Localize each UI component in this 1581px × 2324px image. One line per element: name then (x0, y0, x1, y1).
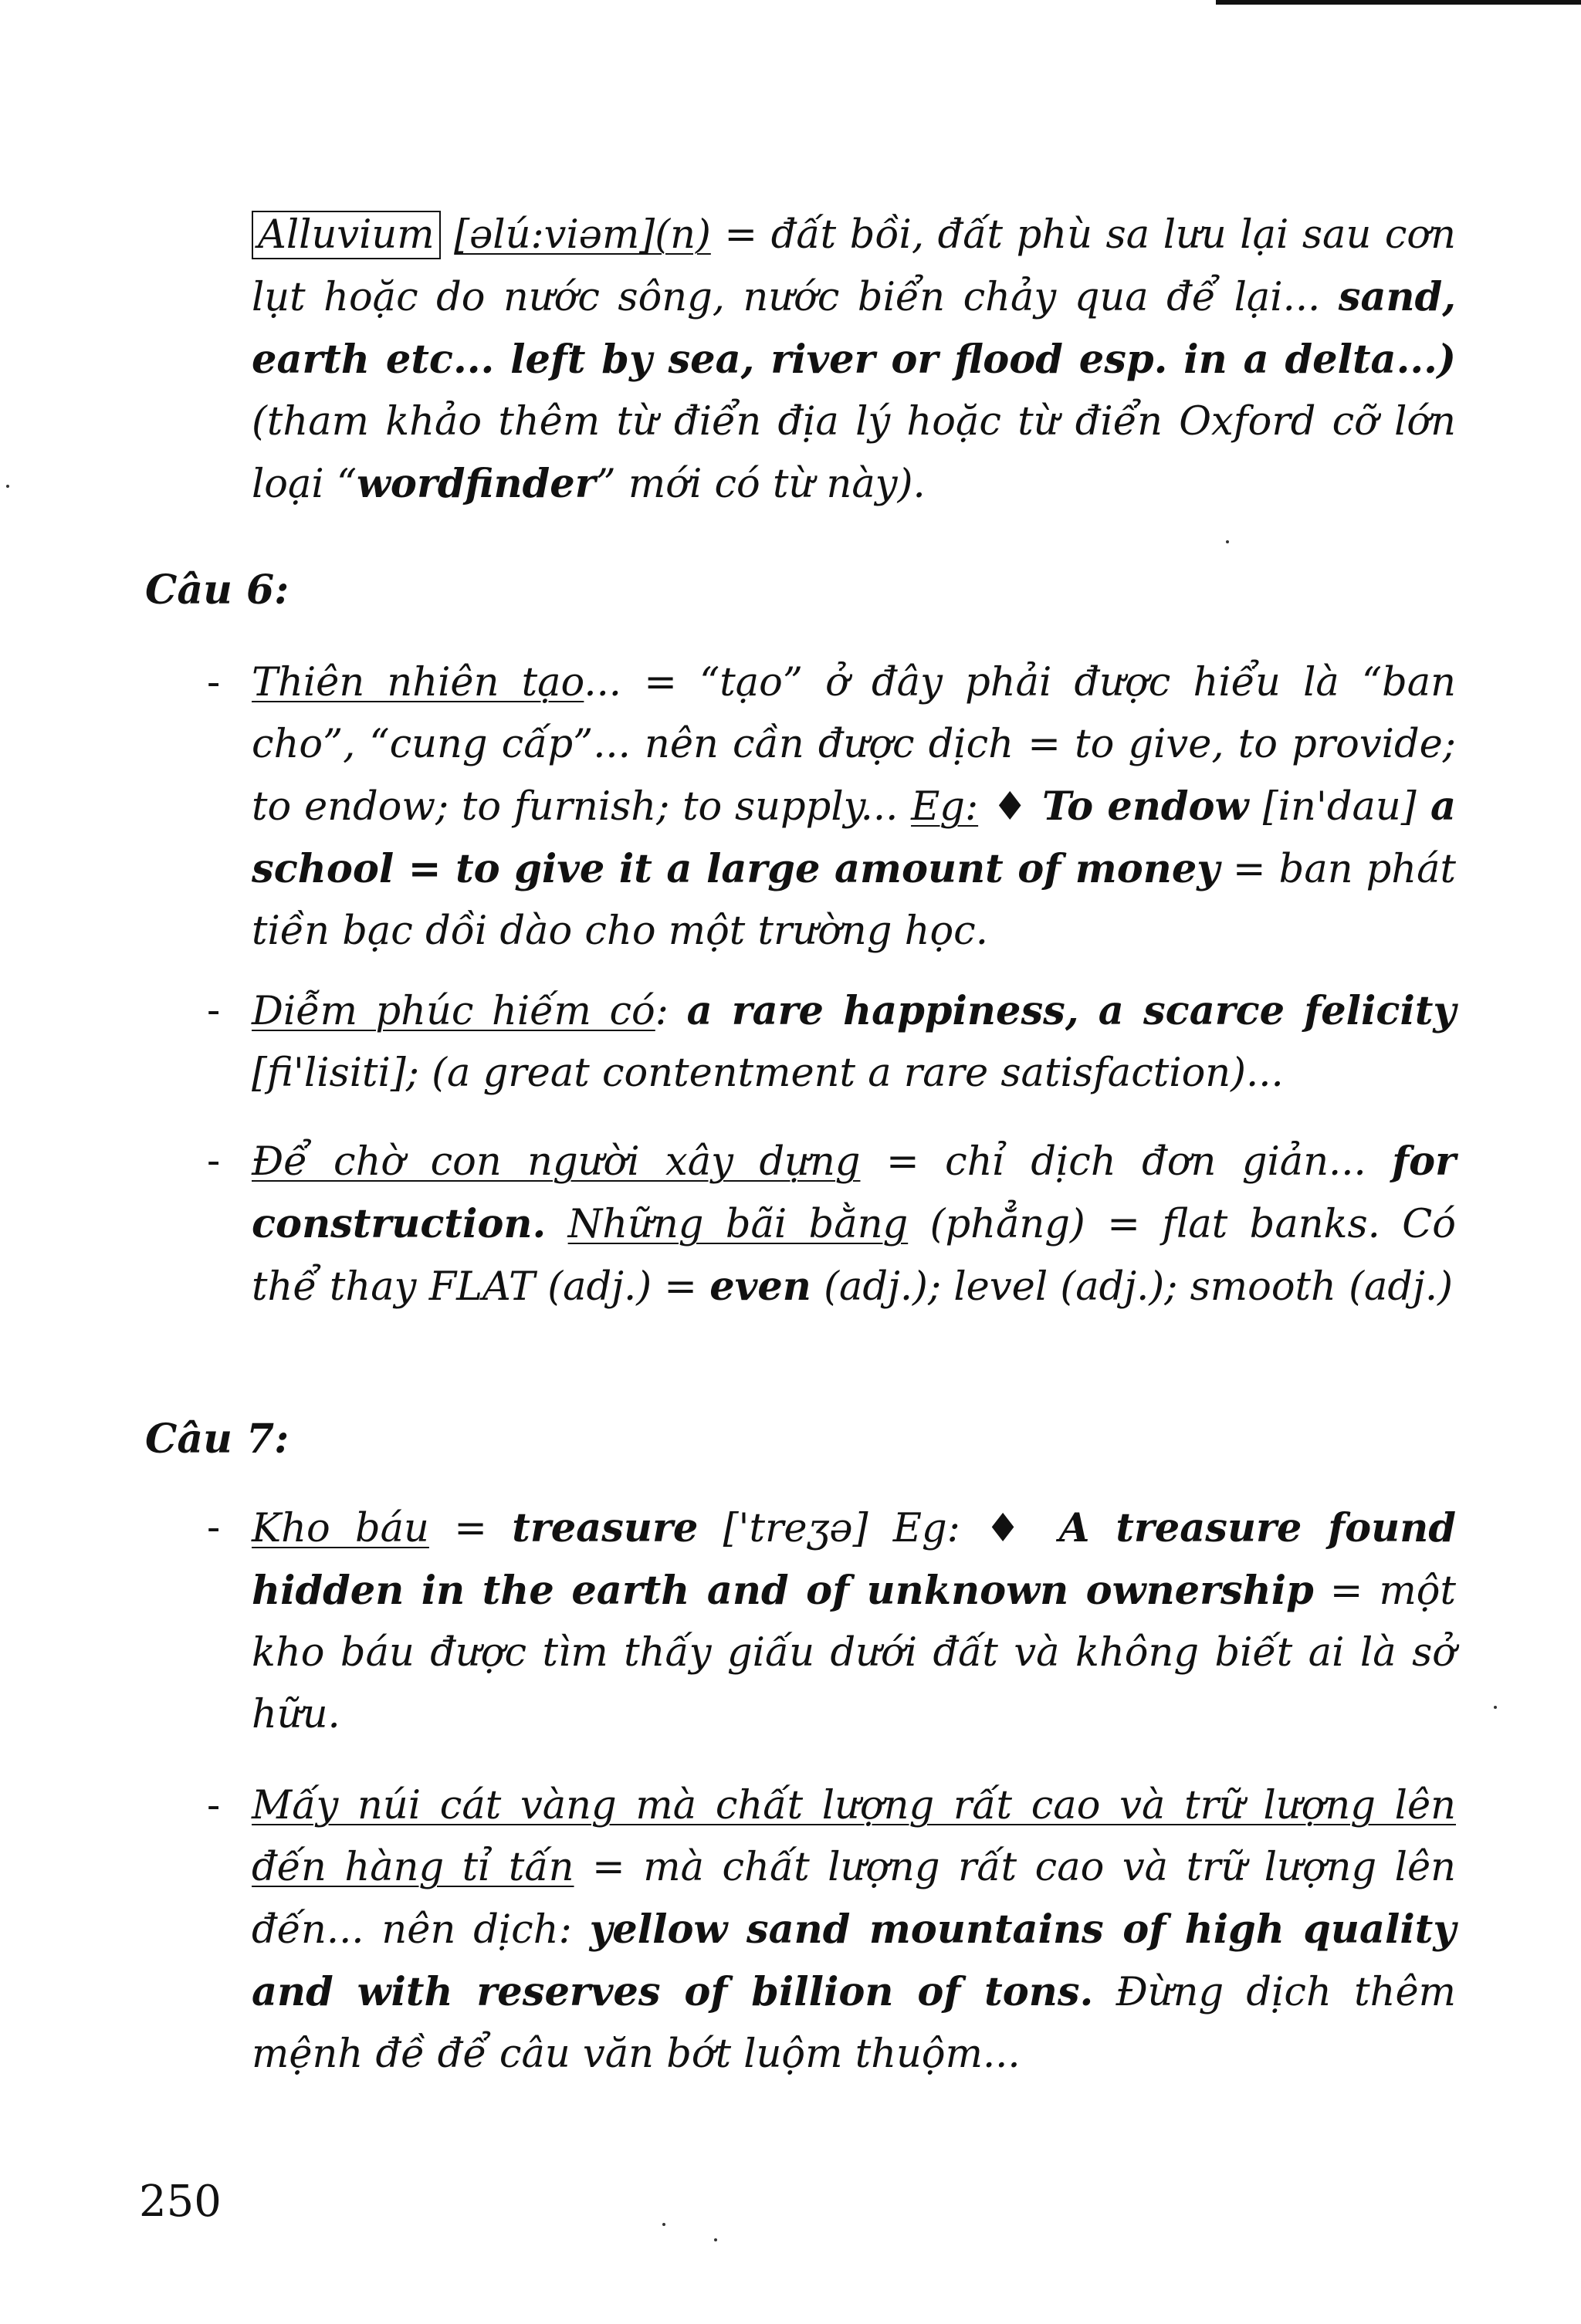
wordfinder-term: wordfinder (357, 461, 596, 507)
bullet-dash: - (207, 1783, 221, 1828)
definition-text: = đất bồi, đất phù sa lưu lại sau cơn lụt hoặc do nước sông, nước biển chảy qua để lại... (252, 212, 1456, 320)
reference-note: (tham khảo thêm từ điển địa lý hoặc từ điển Oxford cỡ lớn loại “ (252, 399, 1456, 507)
phrase-underlined: Kho báu (252, 1506, 429, 1551)
phonetic: ['treʒə] Eg: (698, 1506, 986, 1551)
scan-speck (662, 2223, 665, 2226)
advice-text: Đừng dịch thêm mệnh đề để câu văn bớt luộm thuộm... (252, 1970, 1456, 2077)
translation-text: = ban phát tiền bạc dồi dào cho một trường học. (252, 847, 1456, 954)
page-number: 250 (139, 2177, 222, 2227)
translation-text: = một kho báu được tìm thấy giấu dưới đất và không biết ai là sở hữu. (252, 1568, 1456, 1737)
separator: = (428, 1506, 513, 1551)
explanation-text: (phẳng) = flat banks. Có thể thay FLAT (adj.) = (252, 1202, 1456, 1310)
list-item (207, 1497, 1457, 1746)
list-item (207, 1775, 1456, 2086)
list-item (207, 652, 1456, 962)
scan-speck (6, 485, 9, 488)
bullet-dash: - (207, 1505, 221, 1551)
separator: : (655, 989, 687, 1034)
phrase-underlined: Diễm phúc hiếm có (252, 989, 655, 1034)
example-label: Eg: (911, 784, 979, 830)
alluvium-entry (252, 205, 1456, 516)
explanation-text: = chỉ dịch đơn giản... (860, 1139, 1393, 1185)
example-bold: ♦ A treasure found hidden in the earth and of unknown ownership (252, 1505, 1457, 1614)
spacer (546, 1202, 567, 1247)
phrase-underlined: Những bãi bằng (567, 1202, 909, 1247)
scan-speck (1226, 540, 1229, 543)
explanation-text: ... = “tạo” ở đây phải được hiểu là “ban cho”, “cung cấp”... nên cần được dịch = to give, to provide; to endow; to furnish; to supply... (252, 660, 1456, 830)
heading-cau-6: Câu 6: (145, 567, 289, 614)
reference-note-end: ” mới có từ này). (595, 462, 926, 507)
translation-bold: yellow sand mountains of high quality and with reserves of billion of tons. (252, 1906, 1456, 2015)
list-item (207, 1131, 1456, 1318)
scan-speck (714, 2238, 717, 2241)
explanation-text: (adj.); level (adj.); smooth (adj.) (811, 1264, 1453, 1310)
scan-speck (1494, 1706, 1497, 1709)
phrase-underlined: Thiên nhiên tạo (252, 660, 584, 705)
top-rule (1216, 0, 1581, 5)
headword-box: Alluvium (252, 211, 441, 259)
translation-bold: a rare happiness, a scarce felicity (686, 988, 1457, 1034)
example-bold: a school = to give it a large amount of money (252, 783, 1456, 892)
translation-bold: for construction. (252, 1138, 1456, 1247)
list-item (207, 980, 1457, 1104)
translation-bold: treasure (512, 1505, 699, 1551)
phonetic: [in'dau] (1262, 784, 1417, 830)
phrase-underlined: Để chờ con người xây dựng (252, 1139, 861, 1185)
explanation-text: [fi'lisiti]; (a great contentment a rare satisfaction)... (252, 1050, 1284, 1096)
bullet-dash: - (207, 988, 221, 1033)
bullet-dash: - (207, 1138, 221, 1184)
phrase-underlined: Mấy núi cát vàng mà chất lượng rất cao và trữ lượng lên đến hàng tỉ tấn (252, 1783, 1456, 1890)
explanation-text: = mà chất lượng rất cao và trữ lượng lên đến... nên dịch: (252, 1845, 1456, 1953)
heading-cau-7: Câu 7: (145, 1416, 289, 1463)
definition-english: sand, earth etc... left by sea, river or flood esp. in a delta...) (252, 274, 1456, 383)
synonym-bold: even (709, 1263, 811, 1310)
example-bold: ♦ To endow (978, 783, 1263, 830)
phonetic: [əlú:viəm](n) (454, 212, 711, 258)
bullet-dash: - (207, 660, 221, 705)
